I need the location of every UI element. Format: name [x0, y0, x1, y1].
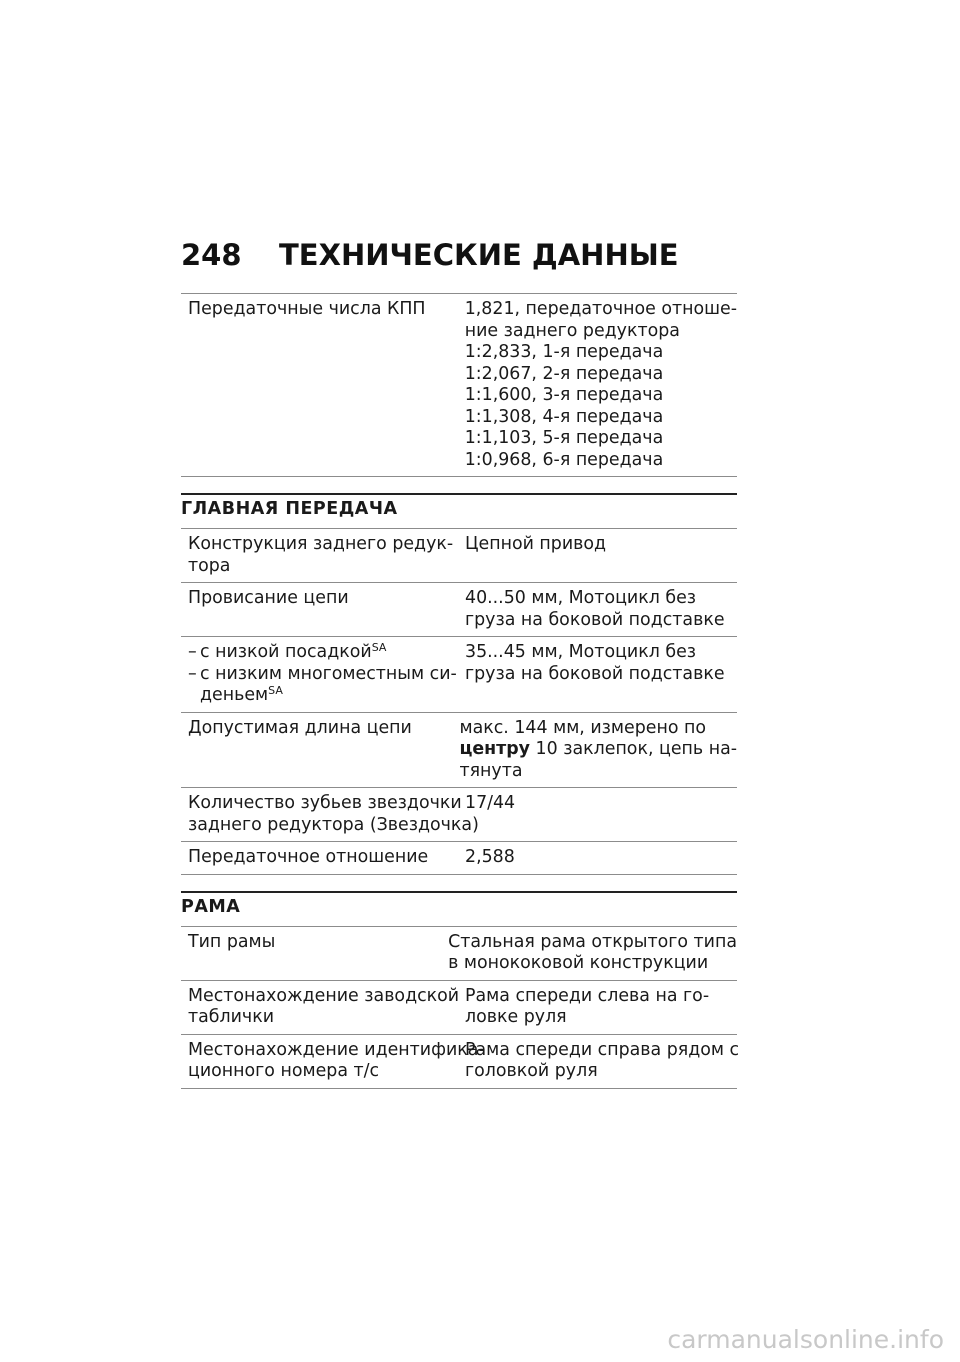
final-ratio-value: 2,588	[465, 847, 515, 867]
gearbox-line: 1,821, передаточное отноше-	[464, 299, 737, 319]
watermark: carmanualsonline.info	[667, 1325, 944, 1354]
chain-sag-low-row	[181, 636, 737, 712]
sprocket-teeth-label: Количество зубьев звездочки заднего редуктора (Звездочка)	[188, 793, 479, 835]
gearbox-ratios-value	[457, 299, 737, 471]
bold-word: центру	[459, 739, 531, 759]
type-plate-value: Рама спереди слева на го- ловке руля	[465, 985, 710, 1027]
page-header	[181, 238, 679, 272]
gearbox-line: 1:1,103, 5-я передача	[464, 428, 664, 448]
sa-mark: SA	[371, 641, 387, 654]
chain-length-label: Допустимая длина цепи	[188, 717, 412, 738]
sprocket-teeth-row	[181, 787, 737, 841]
sa-mark: SA	[268, 684, 283, 697]
chain-sag-row	[181, 582, 737, 636]
sprocket-teeth-value: 17/44	[465, 793, 516, 813]
section-title-frame: РАМА	[181, 891, 737, 926]
final-drive-design-value: Цепной привод	[465, 534, 607, 554]
gearbox-line: 1:2,833, 1-я передача	[464, 342, 664, 362]
vin-location-value: Рама спереди справа рядом с головкой руля	[465, 1039, 740, 1081]
final-ratio-label: Передаточное отношение	[188, 847, 429, 867]
chain-sag-value: 40...50 мм, Мотоцикл без груза на боковой подставке	[465, 588, 725, 630]
gearbox-ratios-label: Передаточные числа КПП	[188, 299, 426, 319]
gearbox-line: 1:0,968, 6-я передача	[464, 449, 664, 470]
frame-type-row	[181, 926, 737, 980]
vin-location-row	[181, 1034, 740, 1089]
final-ratio-row	[181, 841, 737, 875]
gearbox-ratios-row	[181, 293, 737, 477]
gearbox-line: ние заднего редуктора	[464, 320, 680, 341]
page-title: ТЕХНИЧЕСКИЕ ДАННЫЕ	[279, 238, 679, 272]
chain-length-row	[181, 712, 737, 788]
dash-bullet: –	[188, 642, 197, 662]
type-plate-label: Местонахождение заводской таблички	[188, 985, 460, 1027]
gearbox-line: 1:1,308, 4-я передача	[464, 406, 664, 427]
frame-type-value: Стальная рама открытого типа в монококовой конструкции	[448, 931, 737, 973]
final-drive-design-row	[181, 528, 737, 582]
chain-sag-label: Провисание цепи	[188, 588, 349, 608]
section-title-final-drive: ГЛАВНАЯ ПЕРЕДАЧА	[181, 493, 737, 528]
type-plate-row	[181, 980, 737, 1034]
final-drive-design-label: Конструкция заднего редук- тора	[188, 534, 454, 576]
chain-length-value: макс. 144 мм, измерено по центру 10 заклепок, цепь на- тянута	[459, 717, 737, 781]
dash-bullet: –	[188, 663, 197, 684]
gearbox-line: 1:2,067, 2-я передача	[464, 363, 664, 384]
frame-type-label: Тип рамы	[188, 931, 276, 952]
vin-location-label: Местонахождение идентифика- ционного номера т/с	[188, 1039, 485, 1081]
gearbox-line: 1:1,600, 3-я передача	[464, 385, 664, 405]
chain-sag-low-value: 35...45 мм, Мотоцикл без груза на боковой подставке	[465, 642, 725, 684]
chain-sag-low-label: – с низкой посадкой$^{SA}$ – с низким многоместным си- деньем$^{SA}$	[188, 641, 457, 705]
page-number: 248	[181, 238, 242, 272]
spec-content	[181, 293, 740, 1089]
